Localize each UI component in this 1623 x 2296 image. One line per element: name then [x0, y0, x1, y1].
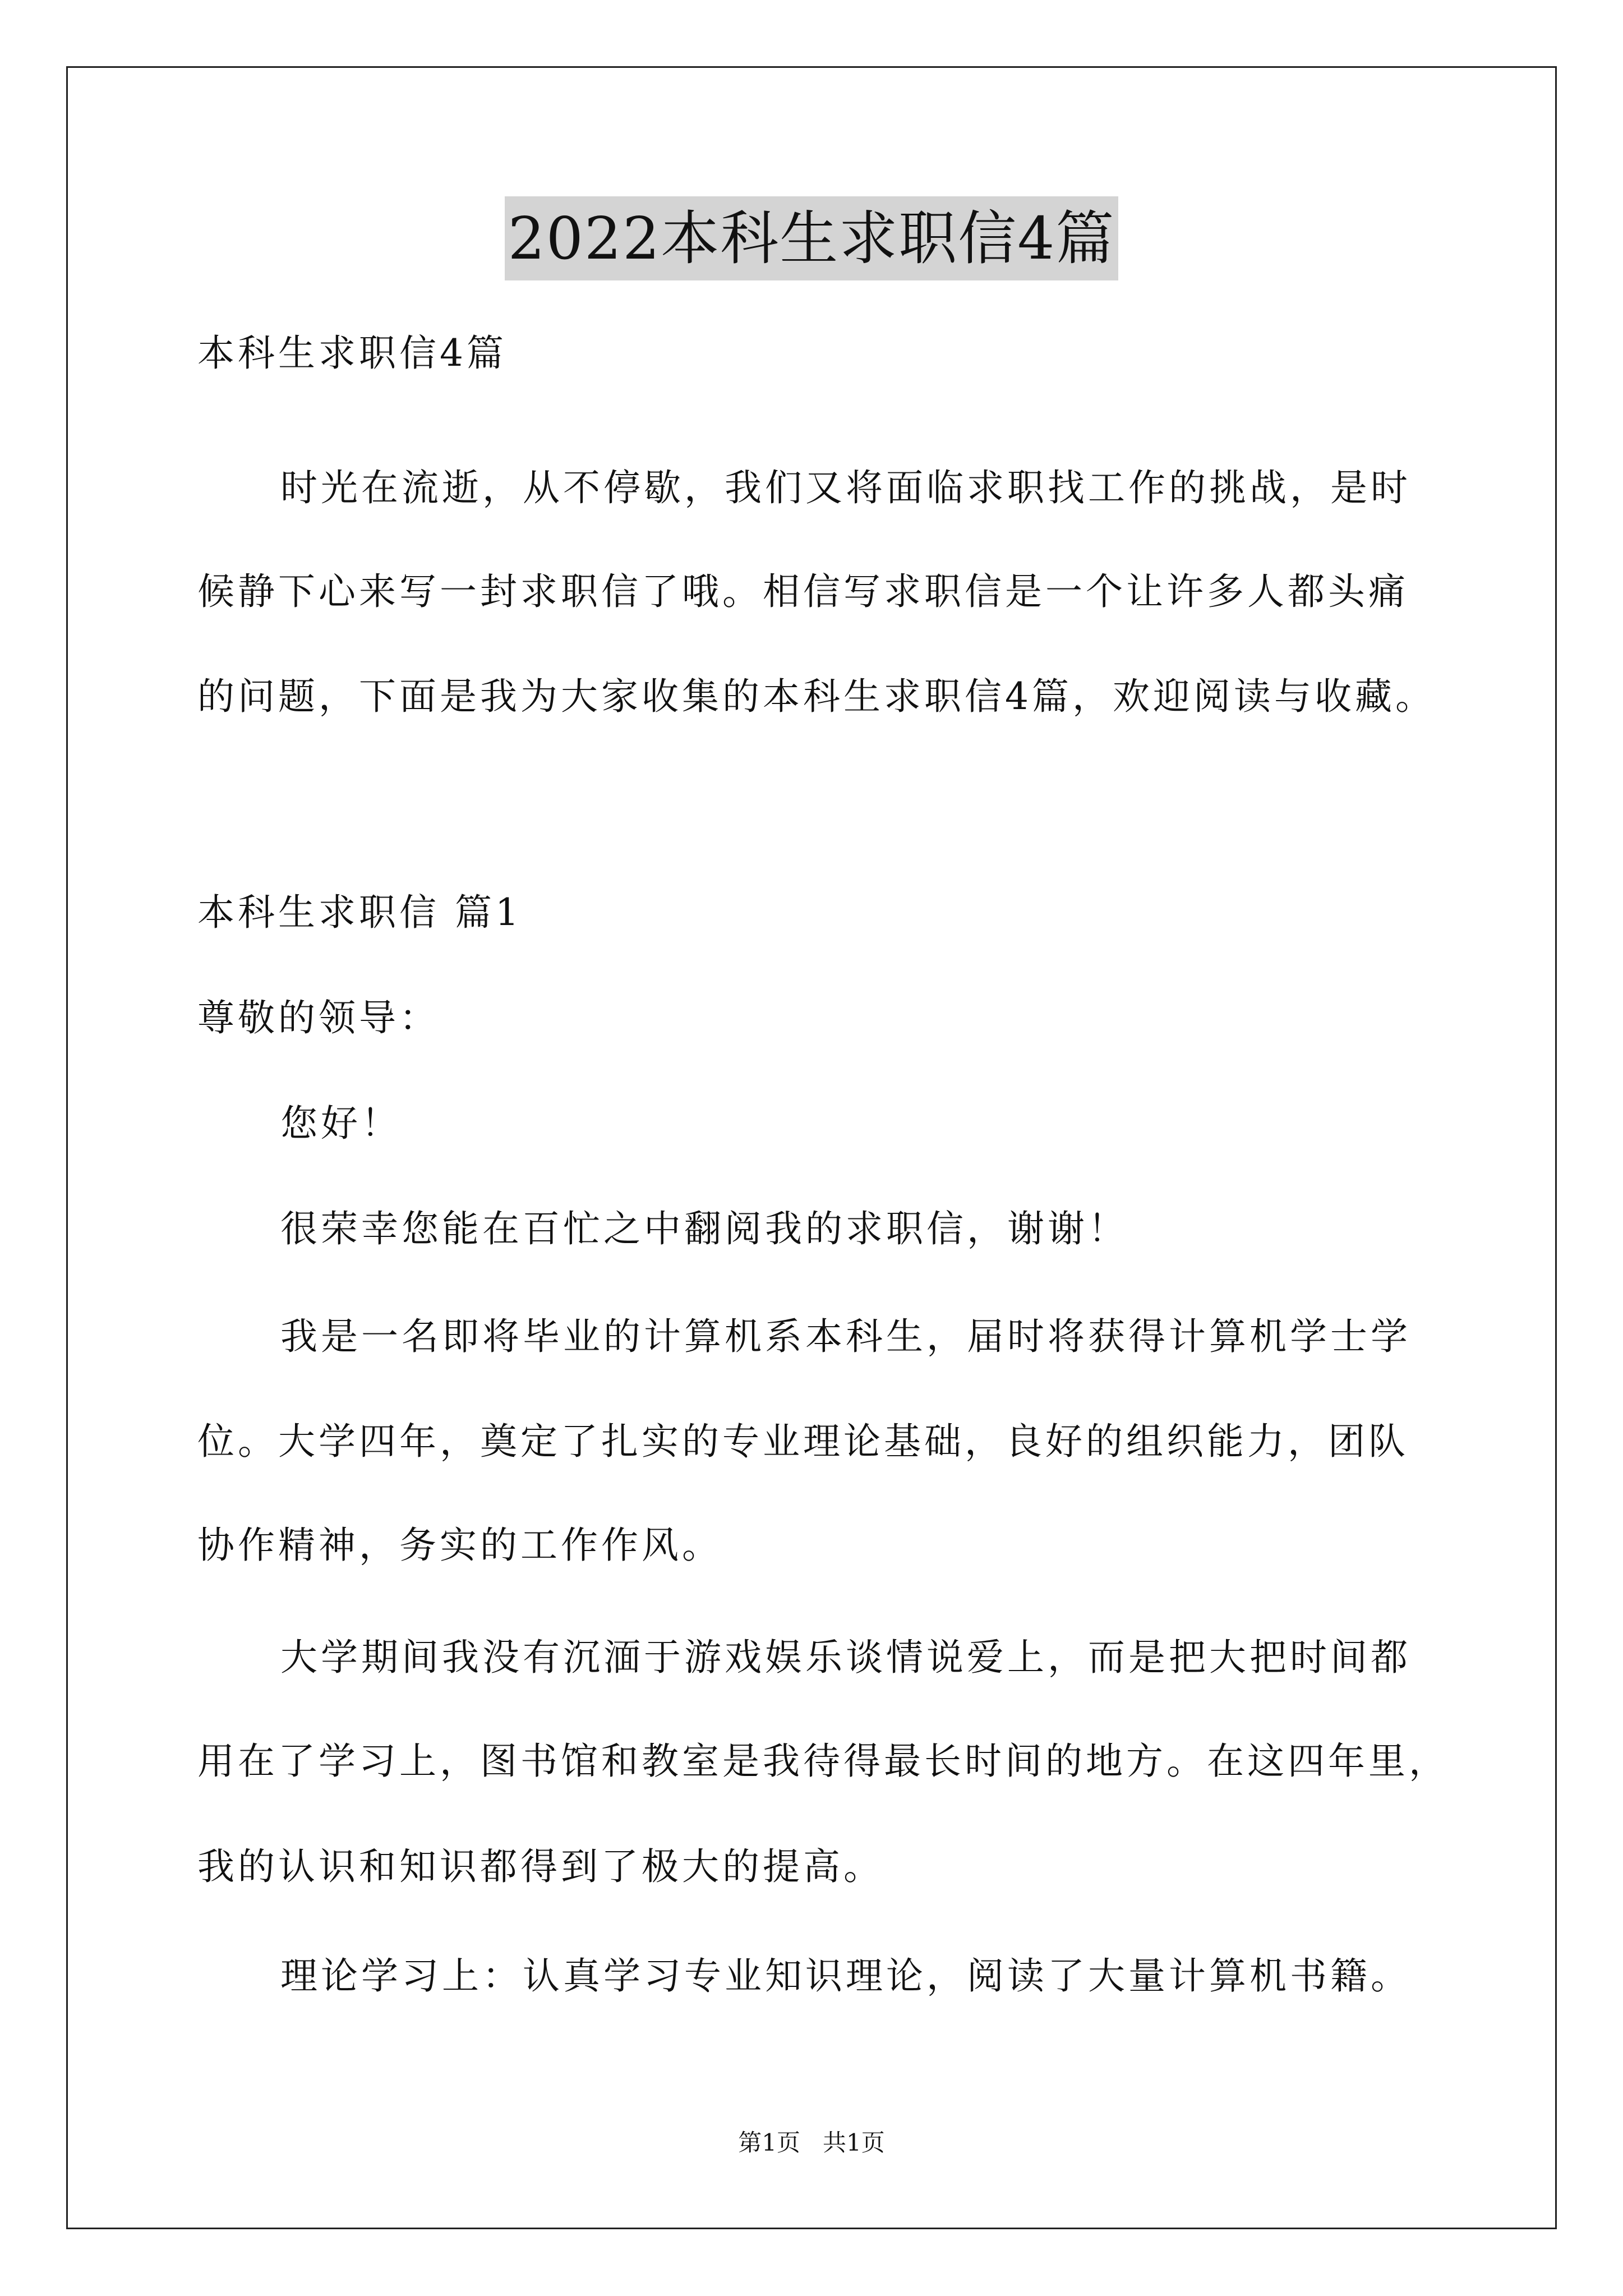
document-subtitle: 本科生求职信4篇: [197, 332, 507, 375]
greeting: 您好！: [280, 1102, 402, 1145]
intro-line-3: 的问题，下面是我为大家收集的本科生求职信4篇，欢迎阅读与收藏。: [197, 675, 1436, 718]
para2-line-3: 我的认识和知识都得到了极大的提高。: [197, 1845, 884, 1888]
section-heading: 本科生求职信 篇1: [197, 891, 522, 934]
intro-line-1: 时光在流逝，从不停歇，我们又将面临求职找工作的挑战，是时: [280, 466, 1411, 509]
thanks-line: 很荣幸您能在百忙之中翻阅我的求职信，谢谢！: [280, 1207, 1128, 1250]
para2-line-2: 用在了学习上，图书馆和教室是我待得最长时间的地方。在这四年里，: [197, 1740, 1449, 1783]
page-footer: 第1页 共1页: [738, 2129, 885, 2156]
para2-line-1: 大学期间我没有沉湎于游戏娱乐谈情说爱上，而是把大把时间都: [280, 1636, 1411, 1679]
para1-line-2: 位。大学四年，奠定了扎实的专业理论基础，良好的组织能力，团队: [197, 1420, 1409, 1463]
salutation: 尊敬的领导：: [197, 996, 440, 1039]
title-container: [0, 196, 1623, 280]
intro-line-2: 候静下心来写一封求职信了哦。相信写求职信是一个让许多人都头痛: [197, 570, 1409, 613]
document-title: 2022本科生求职信4篇: [505, 196, 1119, 280]
para1-line-3: 协作精神，务实的工作作风。: [197, 1524, 722, 1567]
para1-line-1: 我是一名即将毕业的计算机系本科生，届时将获得计算机学士学: [280, 1315, 1411, 1358]
para3-line-1: 理论学习上：认真学习专业知识理论，阅读了大量计算机书籍。: [280, 1954, 1411, 1998]
